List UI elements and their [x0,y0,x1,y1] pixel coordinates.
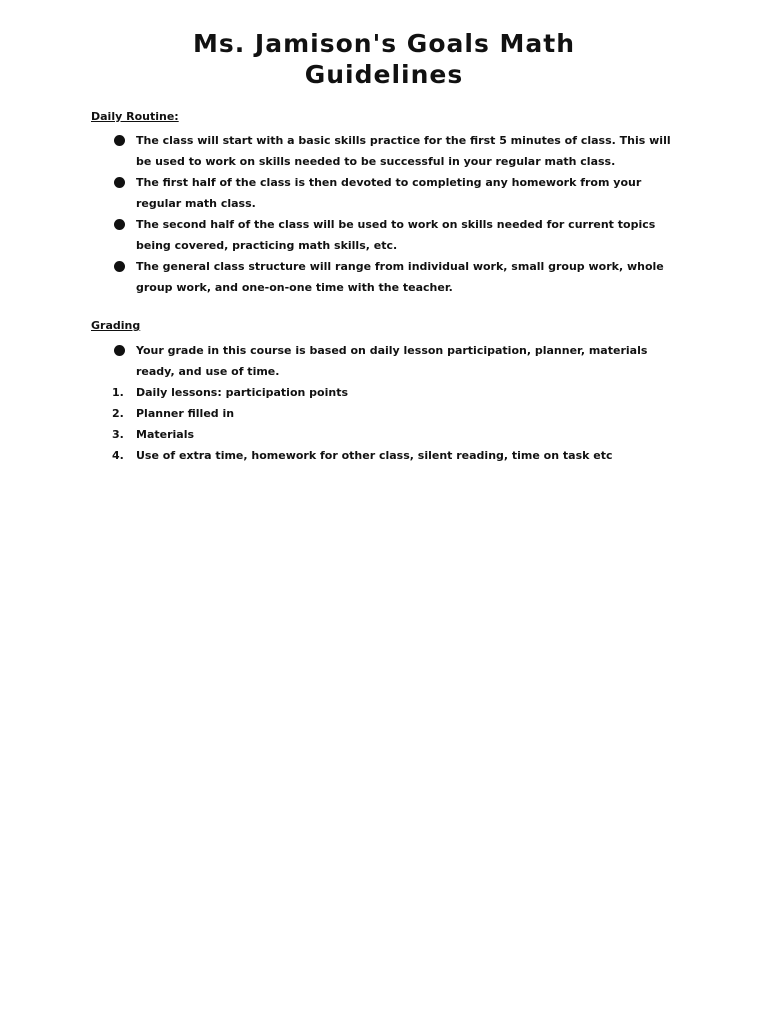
list-item [91,130,684,172]
grading-section [91,319,691,466]
item-number: 1. [112,386,124,399]
bullet-icon [114,261,125,272]
bullet-icon [114,219,125,230]
list-item [91,214,684,256]
list-item-text: The second half of the class will be used to work on skills needed for current topics being covered, practicing math skills, etc. [136,218,656,252]
item-number: 2. [112,407,124,420]
daily-routine-heading: Daily Routine: [91,110,179,123]
title-line-1: Ms. Jamison's Goals Math [192,29,576,58]
numbered-item [91,445,684,466]
numbered-item-text: Planner filled in [136,407,235,420]
numbered-item-text: Daily lessons: participation points [136,386,349,399]
bullet-icon [114,177,125,188]
item-number: 3. [112,428,124,441]
list-item-text: The first half of the class is then devoted to completing any homework from your regular math class. [136,176,642,210]
numbered-item [91,382,684,403]
grading-heading: Grading [91,319,141,332]
daily-routine-list [91,130,691,298]
numbered-item-text: Use of extra time, homework for other class, silent reading, time on task etc [136,449,613,462]
item-number: 4. [112,449,124,462]
list-item [91,340,684,382]
list-item [91,256,684,298]
title-line-2: Guidelines [304,60,464,89]
daily-routine-section [91,110,691,298]
list-item [91,172,684,214]
numbered-item-text: Materials [136,428,195,441]
numbered-item [91,403,684,424]
list-item-text: The class will start with a basic skills practice for the first 5 minutes of class. This will be used to work on skills needed to be successful in your regular math class. [136,134,671,168]
bullet-icon [114,345,125,356]
numbered-item [91,424,684,445]
list-item-text: The general class structure will range from individual work, small group work, whole group work, and one-on-one time with the teacher. [136,260,664,294]
bullet-icon [114,135,125,146]
page-title [0,28,768,90]
grading-list [91,340,691,466]
list-item-text: Your grade in this course is based on daily lesson participation, planner, materials ready, and use of time. [136,344,648,378]
